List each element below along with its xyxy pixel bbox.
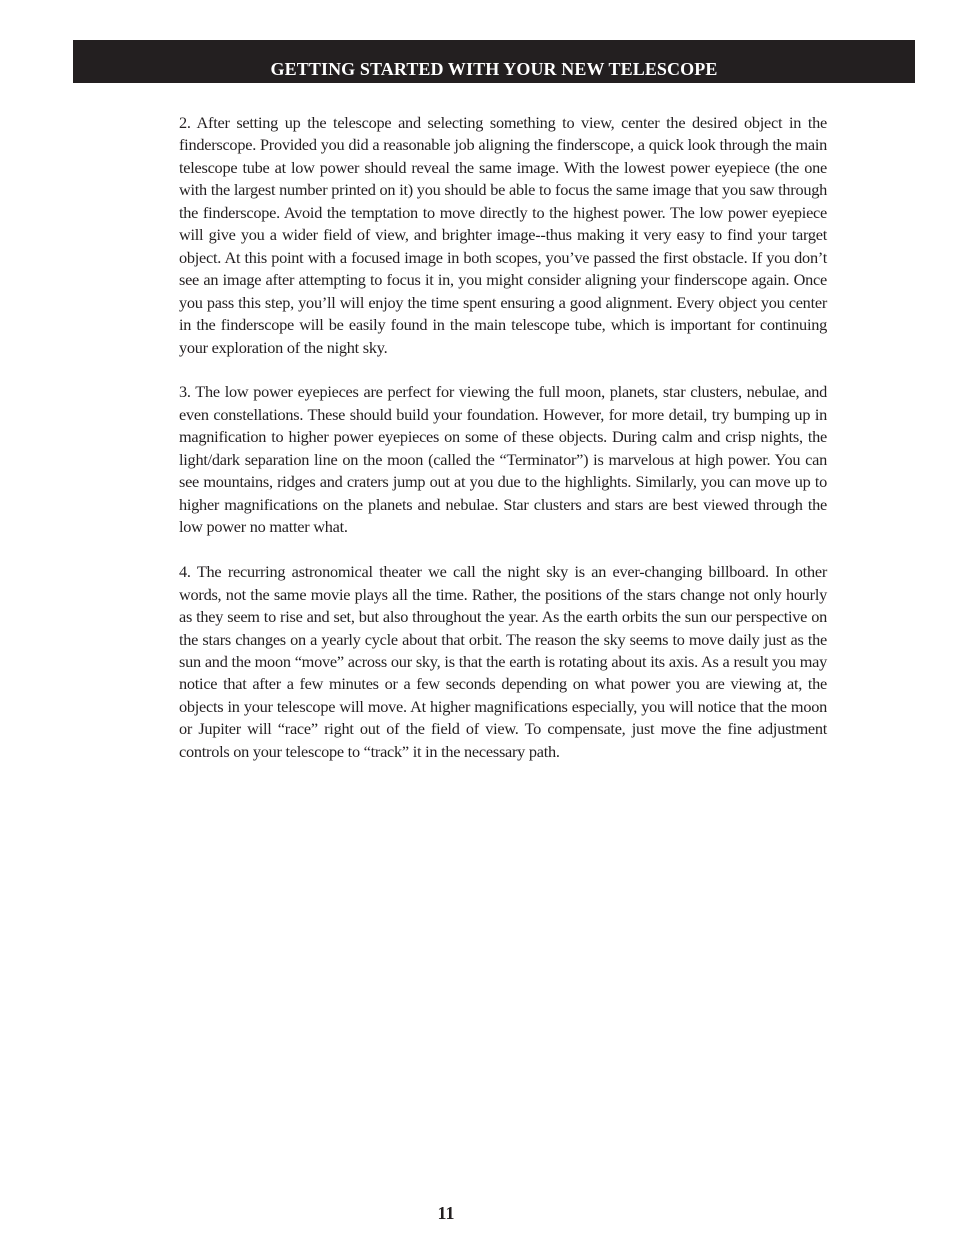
paragraph-step-2: 2. After setting up the telescope and selecting something to view, center the desired object in the finderscope. Provided you did a reasonable job aligning the finderscope, a quick look through the main telescope tube at low power should reveal the same image. With the lowest power eyepiece (the one with the largest number printed on it) you should be able to focus the same image that you saw through the finderscope. Avoid the temptation to move directly to the highest power. The low power eyepiece will give you a wider field of view, and brighter image--thus making it very easy to find your target object. At this point with a focused image in both scopes, you’ve passed the first obstacle. If you don’t see an image after attempting to focus it in, you might consider aligning your finderscope again. Once you pass this step, you’ll will enjoy the time spent ensuring a good alignment. Every object you center in the finderscope will be easily found in the main telescope tube, which is important for continuing your exploration of the night sky.	[179, 113, 827, 357]
section-header-bar	[73, 40, 915, 83]
paragraph-step-4: 4. The recurring astronomical theater we call the night sky is an ever-changing billboard. In other words, not the same movie plays all the time. Rather, the positions of the stars change not only hourly as they seem to rise and set, but also throughout the year. As the earth orbits the sun our perspective on the stars changes on a yearly cycle about that orbit. The reason the sky seems to move daily just as the sun and the moon “move” across our sky, is that the earth is rotating about its axis. As a result you may notice that after a few minutes or a few seconds depending on what power you are viewing at, the objects in your telescope will move. At higher magnifications especially, you will notice that the moon or Jupiter will “race” right out of the field of view. To compensate, just move the fine adjustment controls on your telescope to “track” it in the necessary path.	[179, 562, 827, 761]
section-title: GETTING STARTED WITH YOUR NEW TELESCOPE	[270, 59, 718, 79]
body-content	[179, 112, 827, 786]
page-number: 11	[437, 1203, 455, 1223]
paragraph-step-3: 3. The low power eyepieces are perfect for viewing the full moon, planets, star clusters, nebulae, and even constellations. These should build your foundation. However, for more detail, try bumping up in magnification to higher power eyepieces on some of these objects. During calm and crisp nights, the light/dark separation line on the moon (called the “Terminator”) is marvelous at high power. You can see mountains, ridges and craters jump out at you due to the highlights. Similarly, you can move up to higher magnifications on the planets and nebulae. Star clusters and stars are best viewed through the low power no matter what.	[179, 382, 827, 537]
